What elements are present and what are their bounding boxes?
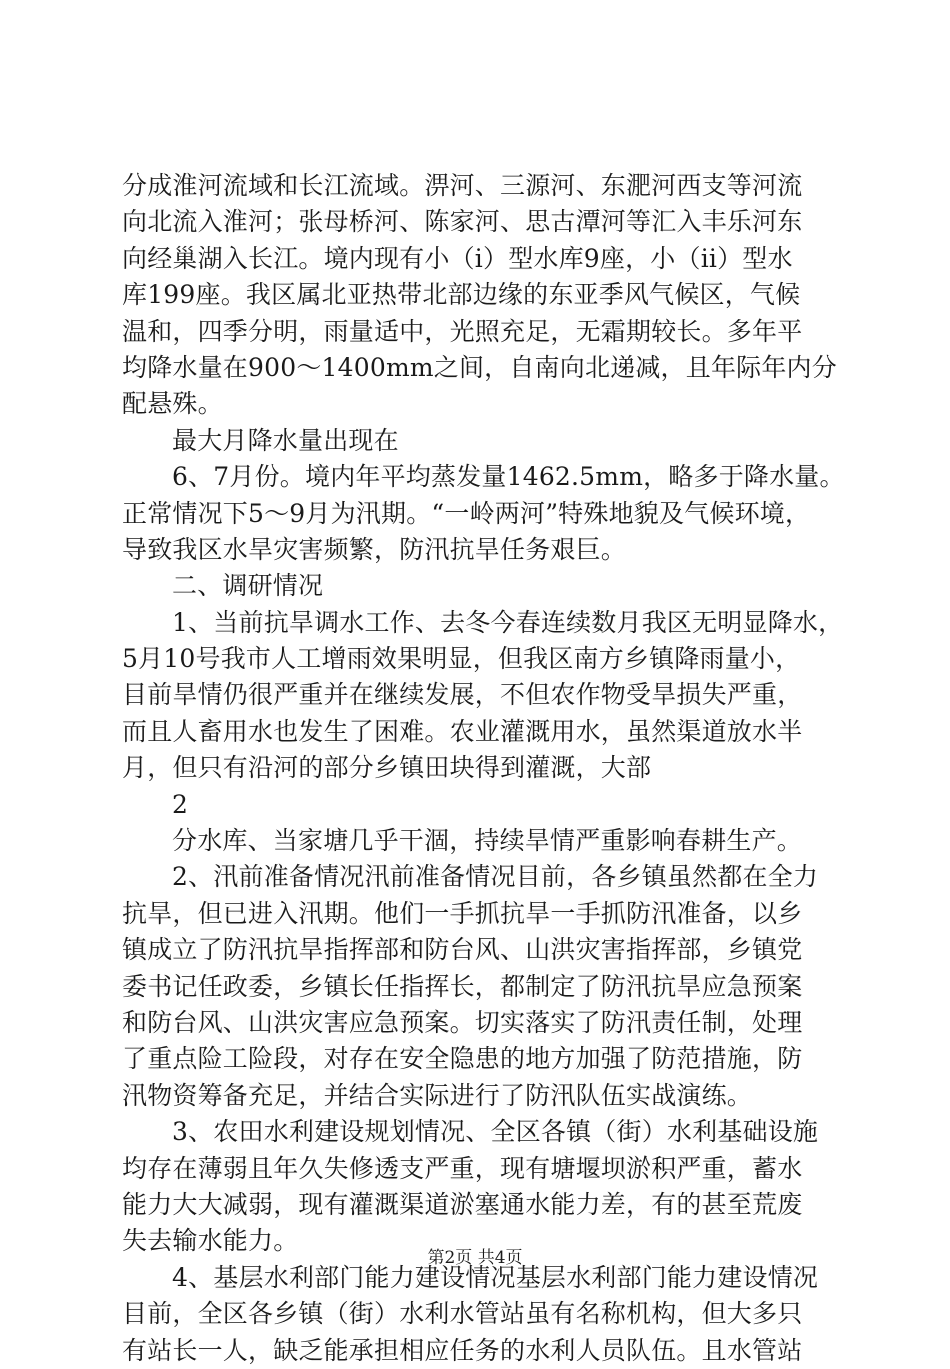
text-line: 汛物资筹备充足，并结合实际进行了防汛队伍实战演练。 — [122, 1080, 753, 1110]
text-line: 配悬殊。 — [122, 389, 223, 419]
text-line: 5月10号我市人工增雨效果明显，但我区南方乡镇降雨量小， — [122, 644, 801, 674]
text-line: 而且人畜用水也发生了困难。农业灌溉用水，虽然渠道放水半 — [122, 716, 803, 746]
text-line: 1、当前抗旱调水工作、去冬今春连续数月我区无明显降水， — [172, 607, 844, 637]
document-body — [122, 168, 845, 1369]
page-footer: 第2页 共4页 — [427, 1248, 523, 1268]
text-line: 最大月降水量出现在 — [172, 425, 399, 455]
text-line: 温和，四季分明，雨量适中，光照充足，无霜期较长。多年平 — [122, 316, 803, 346]
text-line: 二、调研情况 — [172, 571, 324, 601]
text-line: 有站长一人，缺乏能承担相应任务的水利人员队伍。且水管站 — [122, 1335, 803, 1365]
text-line: 失去输水能力。 — [122, 1226, 299, 1256]
text-line: 能力大大减弱，现有灌溉渠道淤塞通水能力差，有的甚至荒废 — [122, 1189, 803, 1219]
text-line: 和防台风、山洪灾害应急预案。切实落实了防汛责任制，处理 — [122, 1007, 803, 1037]
text-line: 委书记任政委，乡镇长任指挥长，都制定了防汛抗旱应急预案 — [122, 971, 803, 1001]
text-line: 库199座。我区属北亚热带北部边缘的东亚季风气候区，气候 — [122, 280, 801, 310]
text-line: 均降水量在900～1400mm之间，自南向北递减，且年际年内分 — [122, 352, 837, 382]
text-line: 向经巢湖入长江。境内现有小（i）型水库9座，小（ii）型水 — [122, 243, 793, 273]
text-line: 向北流入淮河；张母桥河、陈家河、思古潭河等汇入丰乐河东 — [122, 207, 803, 237]
text-line: 分成淮河流域和长江流域。淠河、三源河、东淝河西支等河流 — [122, 171, 803, 200]
text-line: 月，但只有沿河的部分乡镇田块得到灌溉，大部 — [122, 753, 652, 783]
text-line: 抗旱，但已进入汛期。他们一手抓抗旱一手抓防汛准备，以乡 — [122, 898, 803, 928]
text-line: 了重点险工险段，对存在安全隐患的地方加强了防范措施，防 — [122, 1044, 803, 1074]
text-line: 导致我区水旱灾害频繁，防汛抗旱任务艰巨。 — [122, 534, 627, 564]
text-line: 2 — [172, 789, 189, 819]
text-line: 均存在薄弱且年久失修透支严重，现有塘堰坝淤积严重，蓄水 — [122, 1153, 803, 1183]
text-line: 目前，全区各乡镇（街）水利水管站虽有名称机构，但大多只 — [122, 1299, 803, 1329]
text-line: 分水库、当家塘几乎干涸，持续旱情严重影响春耕生产。 — [172, 826, 803, 856]
text-line: 镇成立了防汛抗旱指挥部和防台风、山洪灾害指挥部，乡镇党 — [122, 935, 803, 965]
text-line: 正常情况下5～9月为汛期。“一岭两河”特殊地貌及气候环境， — [122, 498, 811, 528]
text-line: 目前旱情仍很严重并在继续发展，不但农作物受旱损失严重， — [122, 680, 803, 710]
text-line: 6、7月份。境内年平均蒸发量1462.5mm，略多于降水量。 — [172, 462, 845, 492]
text-line: 4、基层水利部门能力建设情况基层水利部门能力建设情况 — [172, 1262, 819, 1292]
text-line: 3、农田水利建设规划情况、全区各镇（街）水利基础设施 — [172, 1117, 819, 1147]
text-line: 2、汛前准备情况汛前准备情况目前，各乡镇虽然都在全力 — [172, 862, 819, 892]
